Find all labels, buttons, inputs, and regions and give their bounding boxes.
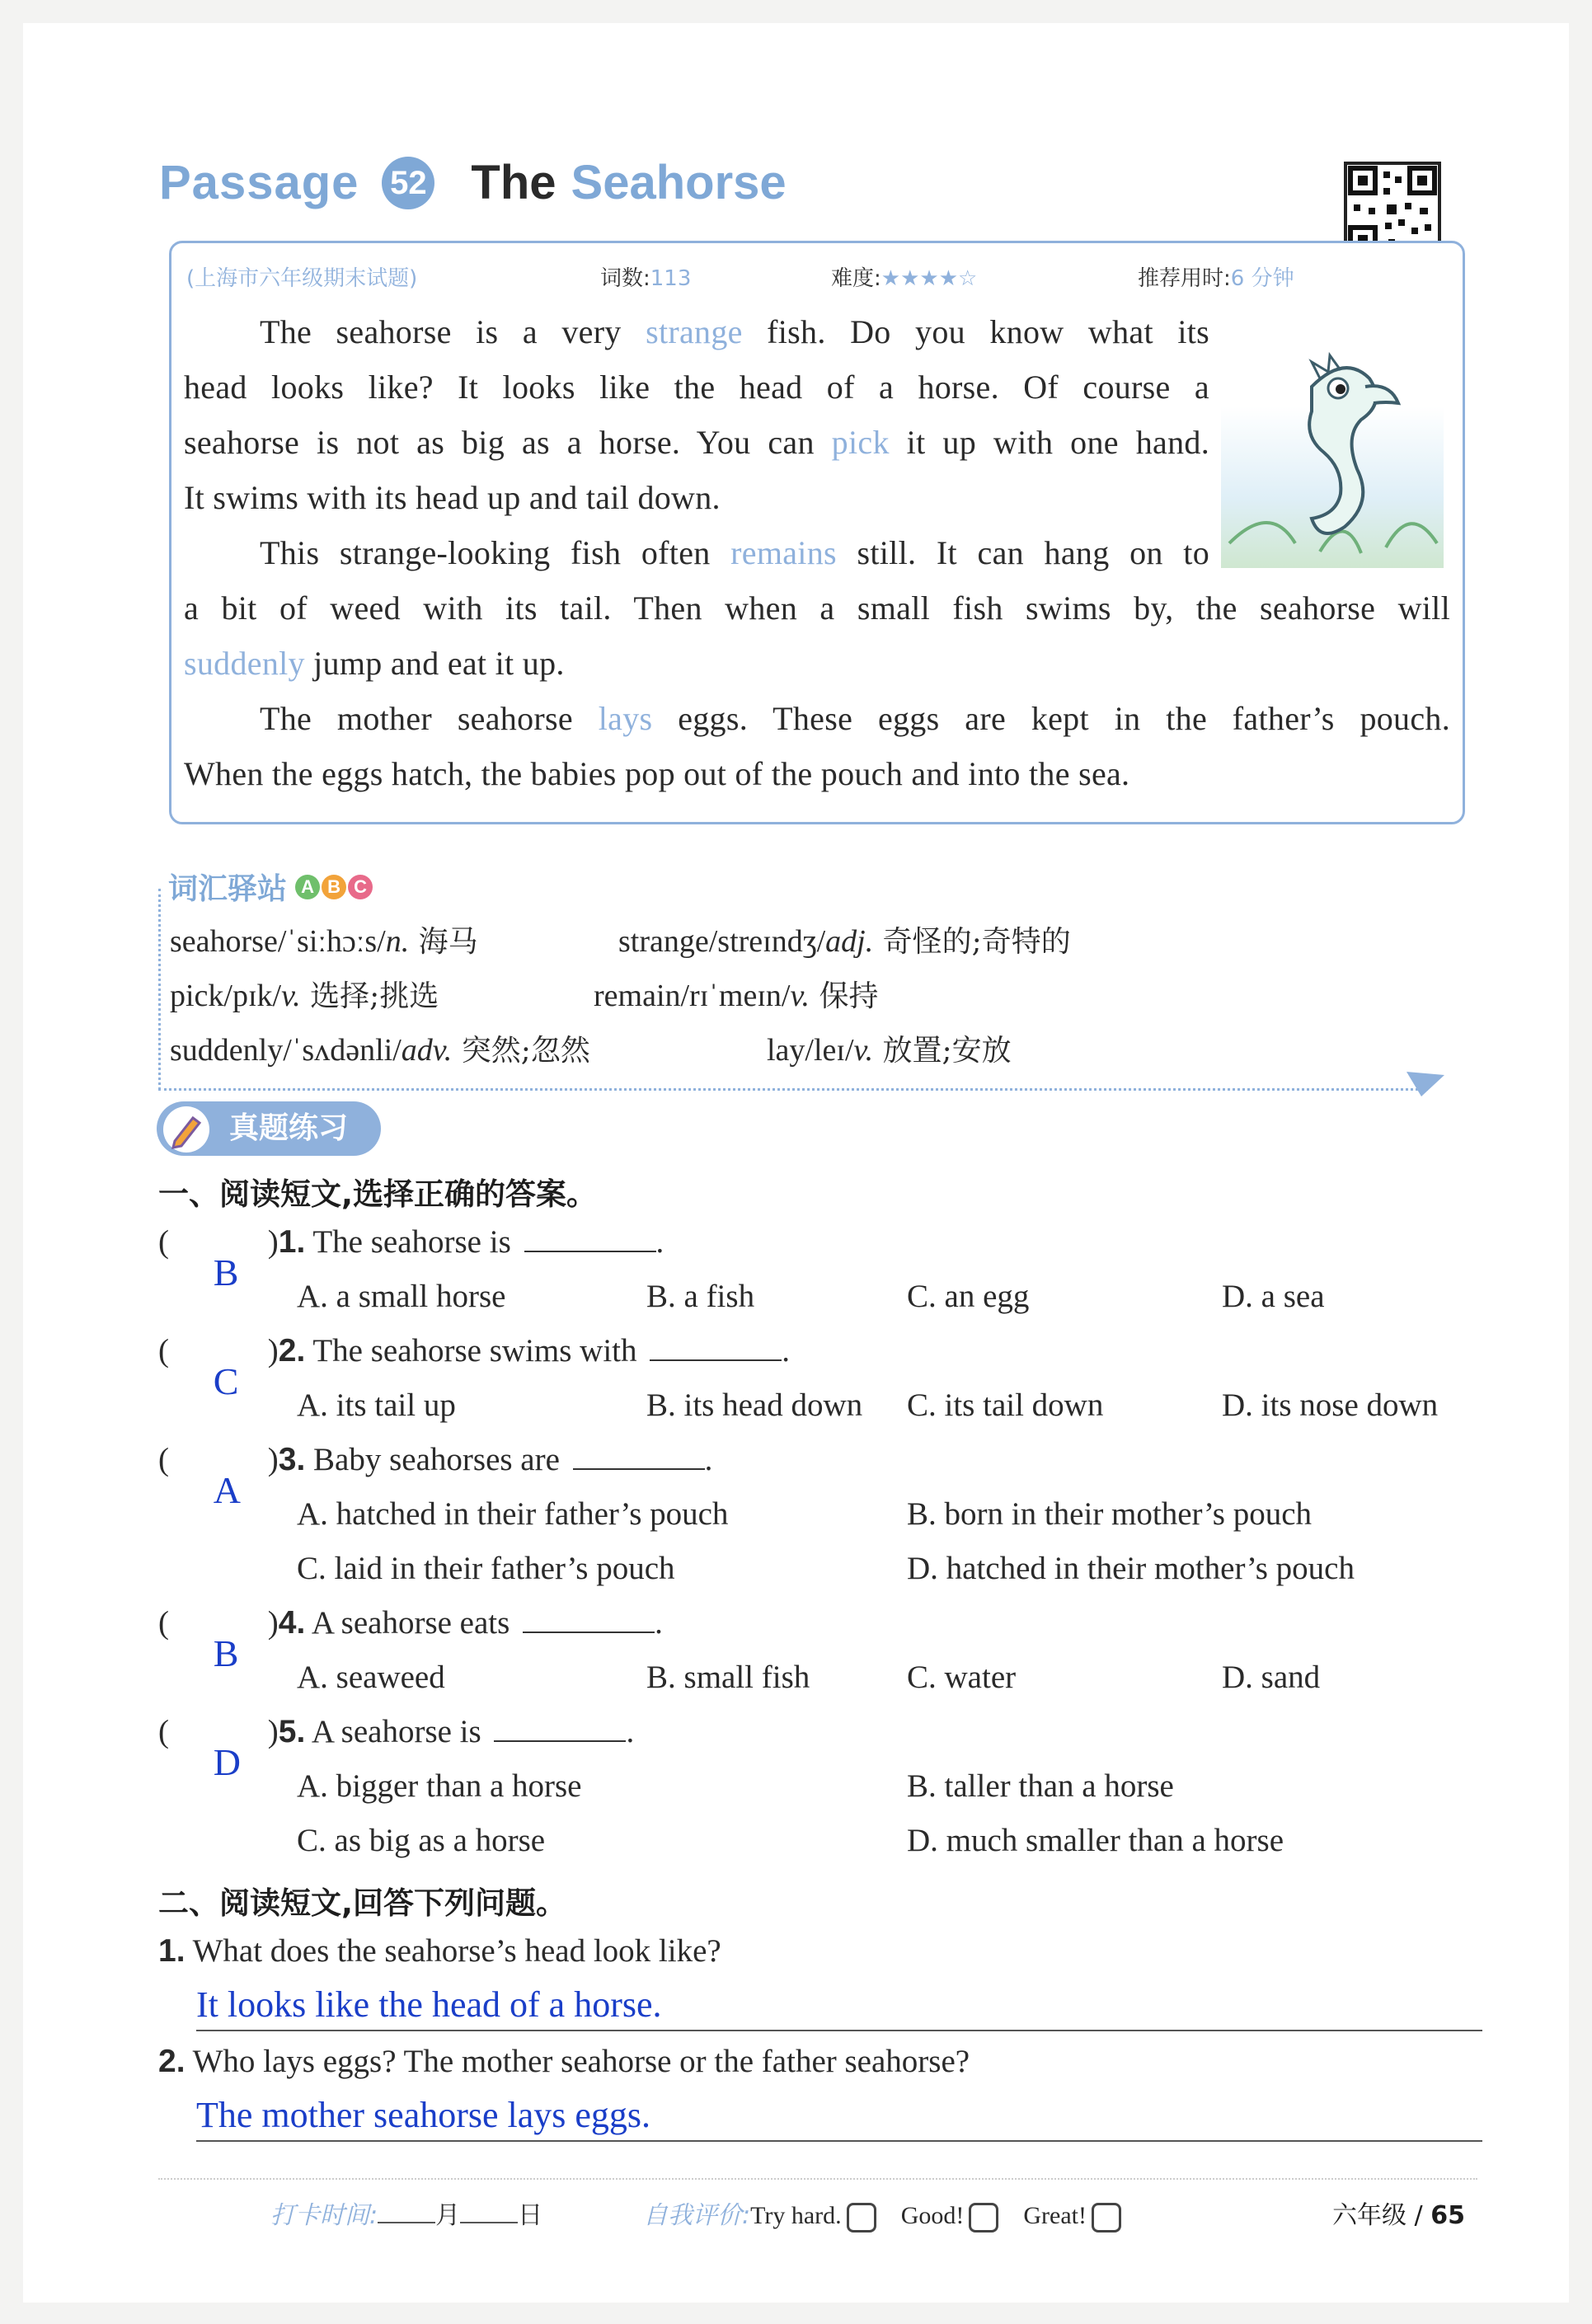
vocab-pos: v. bbox=[853, 1033, 874, 1068]
option: D. sand bbox=[1222, 1660, 1321, 1695]
footer-divider bbox=[158, 2178, 1477, 2180]
answer-line bbox=[196, 2140, 1482, 2142]
question-number: 5. bbox=[278, 1714, 306, 1749]
vocab-pos: v. bbox=[790, 979, 810, 1013]
passage-text: The mother seahorse bbox=[260, 700, 599, 737]
keyword-strange: strange bbox=[646, 313, 743, 350]
open-question-2 bbox=[158, 2043, 970, 2080]
vocab-item bbox=[170, 918, 478, 960]
vocab-meaning: 保持 bbox=[810, 979, 879, 1013]
answer-letter: C bbox=[213, 1360, 239, 1402]
practice-badge bbox=[157, 1101, 381, 1156]
page-number: 65 bbox=[1430, 2201, 1465, 2230]
page-separator: / bbox=[1414, 2201, 1423, 2230]
vocab-divider bbox=[158, 889, 161, 1090]
source-label: (上海市六年级期末试题) bbox=[186, 266, 418, 291]
question-text: The seahorse swims with bbox=[312, 1333, 637, 1369]
open-answer-2[interactable]: The mother seahorse lays eggs. bbox=[196, 2095, 651, 2135]
option: C. laid in their father’s pouch bbox=[297, 1551, 675, 1586]
open-question-1 bbox=[158, 1932, 721, 1970]
question-text: Who lays eggs? The mother seahorse or the father seahorse? bbox=[192, 2044, 970, 2079]
title-article: The bbox=[471, 156, 556, 209]
grade-label: 六年级 bbox=[1332, 2201, 1407, 2230]
question-text: A seahorse eats bbox=[311, 1605, 510, 1641]
answer-blank bbox=[650, 1333, 782, 1361]
vocab-pos: n. bbox=[385, 924, 410, 959]
question-5: ( D )5. A seahorse is . bbox=[158, 1714, 635, 1783]
vocab-title-text: 词汇驿站 bbox=[168, 872, 288, 906]
passage-box bbox=[169, 241, 1465, 824]
vocab-item bbox=[594, 973, 878, 1015]
vocab-meaning: 选择;挑选 bbox=[300, 979, 439, 1013]
keyword-suddenly: suddenly bbox=[184, 645, 305, 682]
question-text: Baby seahorses are bbox=[313, 1442, 560, 1477]
option: D. a sea bbox=[1222, 1279, 1325, 1314]
option: C. water bbox=[907, 1660, 1017, 1695]
vocab-item bbox=[767, 1027, 1012, 1069]
option: B. a fish bbox=[646, 1279, 755, 1314]
option: A. bigger than a horse bbox=[297, 1768, 582, 1804]
difficulty-stars: ★★★★☆ bbox=[881, 266, 978, 291]
keyword-lays: lays bbox=[598, 700, 653, 737]
difficulty-label: 难度: bbox=[831, 266, 881, 291]
passage-text: This strange-looking fish often bbox=[260, 534, 731, 571]
question-number: 1. bbox=[278, 1224, 306, 1260]
self-evaluation bbox=[643, 2195, 1146, 2232]
passage-title: Seahorse bbox=[571, 156, 787, 209]
suggested-time bbox=[1138, 261, 1294, 292]
question-text: A seahorse is bbox=[311, 1714, 481, 1749]
option: A. seaweed bbox=[297, 1660, 445, 1695]
option: A. hatched in their father’s pouch bbox=[297, 1496, 729, 1532]
option: C. as big as a horse bbox=[297, 1823, 546, 1858]
passage-text: fish. Do you know what its bbox=[742, 313, 1210, 350]
vocab-divider bbox=[158, 1088, 1428, 1091]
vocab-meaning: 放置;安放 bbox=[873, 1034, 1012, 1068]
passage-line bbox=[184, 415, 1209, 470]
passage-line: When the eggs hatch, the babies pop out of the pouch and into the sea. bbox=[184, 755, 1130, 792]
passage-line bbox=[184, 636, 1450, 691]
word-count bbox=[600, 261, 691, 292]
option: D. hatched in their mother’s pouch bbox=[907, 1551, 1355, 1586]
vocab-item bbox=[170, 1027, 590, 1069]
month-blank[interactable] bbox=[378, 2202, 435, 2223]
vocab-meaning: 突然;忽然 bbox=[452, 1034, 590, 1068]
vocab-word: strange/streɪndʒ/ bbox=[618, 924, 826, 959]
suggested-time-label: 推荐用时: bbox=[1138, 266, 1231, 291]
arrow-icon bbox=[1405, 1067, 1446, 1100]
try-hard-label: Try hard. bbox=[750, 2202, 842, 2229]
passage-text: The seahorse is a very bbox=[260, 313, 646, 350]
vocab-word: pick/pɪk/ bbox=[170, 979, 282, 1013]
passage-header bbox=[159, 155, 787, 210]
answer-letter: A bbox=[213, 1469, 241, 1511]
question-number: 3. bbox=[278, 1442, 306, 1477]
checkin-time bbox=[270, 2195, 542, 2231]
section-two-title: 二、阅读短文,回答下列问题。 bbox=[158, 1885, 567, 1921]
self-eval-label: 自我评价: bbox=[643, 2201, 751, 2230]
passage-line bbox=[184, 304, 1209, 359]
vocab-item bbox=[170, 973, 439, 1015]
option: D. its nose down bbox=[1222, 1387, 1439, 1423]
vocab-pos: adv. bbox=[401, 1033, 453, 1068]
passage-text: eggs. These eggs are kept in the father’s pouch. bbox=[652, 700, 1451, 737]
checkin-label: 打卡时间: bbox=[270, 2201, 378, 2230]
open-answer-1[interactable]: It looks like the head of a horse. bbox=[196, 1984, 662, 2025]
passage-line bbox=[184, 525, 1209, 580]
answer-blank bbox=[523, 1605, 655, 1633]
vocab-word: remain/rɪˈmeɪn/ bbox=[594, 979, 791, 1013]
option: B. small fish bbox=[646, 1660, 810, 1695]
passage-number-badge: 52 bbox=[382, 157, 434, 209]
vocab-word: suddenly/ˈsʌdənli/ bbox=[170, 1033, 402, 1068]
option: D. much smaller than a horse bbox=[907, 1823, 1284, 1858]
question-text: What does the seahorse’s head look like? bbox=[192, 1933, 721, 1969]
page bbox=[23, 23, 1569, 2303]
answer-blank bbox=[494, 1714, 626, 1742]
passage-text: seahorse is not as big as a horse. You can bbox=[184, 424, 832, 461]
page-info bbox=[1332, 2195, 1465, 2231]
great-checkbox[interactable] bbox=[1092, 2203, 1121, 2232]
option: A. a small horse bbox=[297, 1279, 506, 1314]
vocab-pos: adj. bbox=[825, 924, 874, 959]
option: C. its tail down bbox=[907, 1387, 1104, 1423]
word-count-label: 词数: bbox=[600, 266, 650, 291]
good-checkbox[interactable] bbox=[969, 2203, 998, 2232]
answer-letter: B bbox=[213, 1251, 239, 1293]
day-blank[interactable] bbox=[460, 2202, 518, 2223]
question-number: 2. bbox=[158, 2044, 185, 2079]
seahorse-illustration bbox=[1221, 337, 1444, 568]
option: B. taller than a horse bbox=[907, 1768, 1174, 1804]
question-3: ( A )3. Baby seahorses are . bbox=[158, 1442, 713, 1511]
day-label: 日 bbox=[518, 2202, 543, 2229]
abc-letter: B bbox=[322, 875, 346, 899]
passage-text: it up with one hand. bbox=[889, 424, 1209, 461]
passage-text: still. It can hang on to bbox=[836, 534, 1209, 571]
vocab-item bbox=[618, 918, 1071, 960]
vocab-pos: v. bbox=[281, 979, 301, 1013]
keyword-pick: pick bbox=[831, 424, 890, 461]
suggested-time-value: 6 分钟 bbox=[1230, 266, 1294, 291]
answer-letter: D bbox=[213, 1741, 241, 1783]
pencil-icon bbox=[163, 1106, 209, 1153]
option: C. an egg bbox=[907, 1279, 1030, 1314]
question-4: ( B )4. A seahorse eats . bbox=[158, 1605, 663, 1674]
answer-blank bbox=[573, 1442, 705, 1470]
question-number: 1. bbox=[158, 1933, 185, 1969]
month-label: 月 bbox=[435, 2202, 461, 2229]
question-text: The seahorse is bbox=[312, 1224, 511, 1260]
answer-letter: B bbox=[213, 1632, 239, 1674]
vocab-word: seahorse/ˈsiːhɔːs/ bbox=[170, 924, 386, 959]
option: B. its head down bbox=[646, 1387, 863, 1423]
vocab-meaning: 奇怪的;奇特的 bbox=[873, 925, 1071, 959]
section-one-title: 一、阅读短文,选择正确的答案。 bbox=[158, 1176, 598, 1212]
question-2: ( C )2. The seahorse swims with . bbox=[158, 1333, 791, 1402]
passage-line: a bit of weed with its tail. Then when a small fish swims by, the seahorse will bbox=[184, 589, 1450, 627]
option: B. born in their mother’s pouch bbox=[907, 1496, 1313, 1532]
difficulty bbox=[831, 261, 977, 292]
passage-label: Passage bbox=[159, 156, 359, 209]
question-number: 4. bbox=[278, 1605, 306, 1641]
keyword-remains: remains bbox=[730, 534, 837, 571]
good-label: Good! bbox=[900, 2202, 965, 2229]
passage-line: It swims with its head up and tail down. bbox=[184, 479, 721, 516]
vocab-word: lay/leɪ/ bbox=[767, 1033, 854, 1068]
answer-blank bbox=[524, 1224, 656, 1252]
vocab-title bbox=[168, 866, 374, 908]
passage-line bbox=[184, 691, 1450, 746]
abc-letter: C bbox=[348, 875, 373, 899]
question-1: ( B )1. The seahorse is . bbox=[158, 1224, 665, 1293]
practice-badge-label: 真题练习 bbox=[229, 1111, 349, 1145]
passage-text: jump and eat it up. bbox=[304, 645, 565, 682]
answer-line bbox=[196, 2030, 1482, 2031]
try-hard-checkbox[interactable] bbox=[847, 2203, 876, 2232]
passage-line: head looks like? It looks like the head of a horse. Of course a bbox=[184, 369, 1209, 406]
option: A. its tail up bbox=[297, 1387, 456, 1423]
vocab-meaning: 海马 bbox=[409, 925, 478, 959]
abc-letter: A bbox=[295, 875, 320, 899]
great-label: Great! bbox=[1023, 2202, 1087, 2229]
question-number: 2. bbox=[278, 1333, 306, 1369]
abc-icon bbox=[295, 875, 374, 899]
word-count-value: 113 bbox=[650, 266, 692, 291]
